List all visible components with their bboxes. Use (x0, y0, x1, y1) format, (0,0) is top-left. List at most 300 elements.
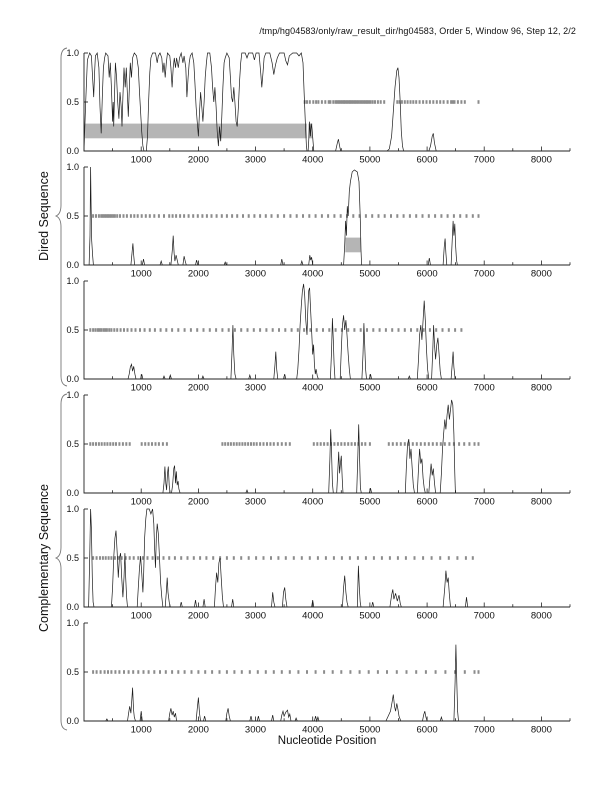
half-mark (98, 328, 100, 332)
half-mark (212, 556, 214, 560)
half-mark (233, 442, 235, 446)
half-mark (234, 328, 236, 332)
half-mark (283, 214, 285, 218)
half-mark (357, 100, 359, 104)
half-mark (454, 328, 456, 332)
half-mark (227, 442, 229, 446)
x-tick-label: 6000 (416, 382, 438, 394)
half-mark (285, 556, 287, 560)
half-mark (333, 214, 335, 218)
half-mark (168, 214, 170, 218)
half-mark (184, 328, 186, 332)
half-mark (410, 328, 412, 332)
half-mark (425, 670, 427, 674)
half-mark (120, 328, 122, 332)
half-mark (332, 100, 334, 104)
half-mark (472, 214, 474, 218)
half-mark (444, 442, 446, 446)
half-mark (110, 556, 112, 560)
half-mark (206, 214, 208, 218)
x-tick-label: 8000 (530, 610, 552, 622)
half-mark (215, 328, 217, 332)
x-tick-label: 6000 (416, 154, 438, 166)
half-mark (412, 100, 414, 104)
half-mark (400, 442, 402, 446)
half-mark (333, 442, 335, 446)
half-mark (149, 214, 151, 218)
half-mark (266, 442, 268, 446)
half-mark (106, 328, 108, 332)
half-mark (148, 670, 150, 674)
half-mark (340, 214, 342, 218)
half-mark (344, 442, 346, 446)
x-tick-label: 8000 (530, 154, 552, 166)
half-mark (349, 556, 351, 560)
half-mark (424, 442, 426, 446)
half-mark (104, 442, 106, 446)
half-mark (371, 214, 373, 218)
y-tick-label: 0.5 (66, 97, 79, 108)
half-mark (466, 214, 468, 218)
x-tick-label: 5000 (359, 610, 381, 622)
x-tick-label: 7000 (473, 496, 495, 508)
half-mark (233, 670, 235, 674)
y-tick-label: 0.5 (66, 439, 79, 450)
half-mark (269, 442, 271, 446)
half-mark (187, 556, 189, 560)
half-mark (386, 670, 388, 674)
half-mark (277, 556, 279, 560)
half-mark (313, 442, 315, 446)
half-mark (374, 100, 376, 104)
x-tick-label: 1000 (130, 496, 152, 508)
half-mark (247, 442, 249, 446)
half-mark (145, 214, 147, 218)
x-tick-label: 2000 (187, 382, 209, 394)
half-mark (447, 100, 449, 104)
half-mark (112, 214, 114, 218)
half-mark (415, 100, 417, 104)
half-mark (337, 442, 339, 446)
y-tick-label: 1.0 (66, 276, 79, 287)
half-mark (158, 214, 160, 218)
half-mark (153, 670, 155, 674)
half-mark (439, 556, 441, 560)
half-mark (465, 556, 467, 560)
half-mark (231, 214, 233, 218)
half-mark (341, 556, 343, 560)
y-tick-label: 0.0 (66, 602, 79, 613)
half-mark (108, 328, 110, 332)
half-mark (163, 556, 165, 560)
half-mark (118, 442, 120, 446)
half-mark (404, 328, 406, 332)
half-mark (317, 100, 319, 104)
half-mark (422, 214, 424, 218)
half-mark (377, 100, 379, 104)
half-mark (278, 328, 280, 332)
x-tick-label: 2000 (187, 496, 209, 508)
panel-4 (66, 390, 570, 507)
x-tick-label: 6000 (416, 268, 438, 280)
x-tick-label: 5000 (359, 268, 381, 280)
probability-curve (84, 400, 570, 493)
half-mark (273, 442, 275, 446)
x-tick-label: 3000 (244, 268, 267, 280)
half-mark (478, 442, 480, 446)
half-mark (244, 442, 246, 446)
half-mark (221, 328, 223, 332)
half-mark (209, 328, 211, 332)
half-mark (110, 214, 112, 218)
half-mark (110, 328, 112, 332)
half-mark (416, 442, 418, 446)
y-tick-label: 1.0 (66, 48, 79, 59)
half-mark (205, 556, 207, 560)
x-axis-title: Nucleotide Position (277, 735, 377, 747)
half-mark (396, 214, 398, 218)
half-mark (119, 214, 121, 218)
half-mark (472, 556, 474, 560)
y-tick-label: 0.5 (66, 211, 79, 222)
half-mark (293, 556, 295, 560)
half-mark (454, 100, 456, 104)
half-mark (183, 214, 185, 218)
half-mark (444, 670, 446, 674)
half-mark (203, 328, 205, 332)
half-mark (165, 328, 167, 332)
y-tick-label: 0.0 (66, 716, 79, 727)
x-tick-label: 5000 (359, 724, 381, 736)
y-tick-label: 0.5 (66, 667, 79, 678)
half-mark (259, 442, 261, 446)
half-mark (357, 556, 359, 560)
half-mark (436, 100, 438, 104)
half-mark (281, 670, 283, 674)
half-mark (188, 214, 190, 218)
half-mark (316, 328, 318, 332)
half-mark (474, 442, 476, 446)
half-mark (248, 556, 250, 560)
half-mark (112, 442, 114, 446)
half-mark (123, 214, 125, 218)
half-mark (347, 328, 349, 332)
y-tick-label: 0.5 (66, 325, 79, 336)
half-mark (329, 100, 331, 104)
y-tick-label: 1.0 (66, 618, 79, 629)
half-mark (127, 328, 129, 332)
half-mark (109, 442, 111, 446)
half-mark (277, 442, 279, 446)
half-mark (426, 100, 428, 104)
half-mark (474, 670, 476, 674)
half-mark (116, 214, 118, 218)
half-mark (378, 214, 380, 218)
x-tick-label: 6000 (416, 496, 438, 508)
y-tick-label: 0.0 (66, 374, 79, 385)
half-mark (95, 214, 97, 218)
half-mark (106, 442, 108, 446)
half-mark (370, 100, 372, 104)
half-mark (372, 328, 374, 332)
half-mark (107, 670, 109, 674)
y-tick-label: 0.0 (66, 260, 79, 271)
half-mark (128, 670, 130, 674)
half-mark (436, 442, 438, 446)
half-mark (289, 670, 291, 674)
half-mark (104, 670, 106, 674)
half-mark (180, 556, 182, 560)
half-mark (144, 442, 146, 446)
half-mark (99, 556, 101, 560)
half-mark (369, 442, 371, 446)
half-mark (221, 442, 223, 446)
half-mark (159, 670, 161, 674)
half-mark (100, 214, 102, 218)
half-mark (440, 442, 442, 446)
x-tick-label: 3000 (244, 154, 267, 166)
half-mark (197, 214, 199, 218)
half-mark (157, 556, 159, 560)
half-mark (175, 214, 177, 218)
probability-curve (84, 167, 570, 265)
half-mark (306, 100, 308, 104)
half-mark (92, 556, 94, 560)
half-mark (125, 442, 127, 446)
half-mark (289, 442, 291, 446)
half-mark (241, 442, 243, 446)
half-mark (320, 442, 322, 446)
half-mark (353, 328, 355, 332)
half-mark (478, 670, 480, 674)
half-mark (197, 670, 199, 674)
half-mark (368, 100, 370, 104)
half-mark (448, 442, 450, 446)
half-mark (323, 670, 325, 674)
half-mark (92, 442, 94, 446)
half-mark (373, 556, 375, 560)
half-mark (431, 556, 433, 560)
half-mark (263, 556, 265, 560)
x-tick-label: 6000 (416, 724, 438, 736)
half-mark (361, 442, 363, 446)
half-mark (253, 328, 255, 332)
x-tick-label: 7000 (473, 154, 495, 166)
half-mark (285, 442, 287, 446)
half-mark (196, 328, 198, 332)
half-mark (301, 556, 303, 560)
group-label-direct: Dired Sequence (37, 171, 51, 261)
half-mark (415, 214, 417, 218)
half-mark (152, 556, 154, 560)
x-tick-label: 4000 (302, 268, 324, 280)
x-tick-label: 6000 (416, 610, 438, 622)
half-mark (174, 556, 176, 560)
half-mark (458, 442, 460, 446)
half-mark (239, 442, 241, 446)
half-mark (114, 556, 116, 560)
half-mark (211, 214, 213, 218)
half-mark (98, 214, 100, 218)
half-mark (316, 442, 318, 446)
half-mark (142, 556, 144, 560)
group-label-complementary: Complementary Sequence (37, 484, 51, 632)
half-mark (296, 214, 298, 218)
half-mark (92, 328, 94, 332)
half-mark (429, 328, 431, 332)
half-mark (160, 328, 162, 332)
half-mark (401, 100, 403, 104)
x-tick-label: 5000 (359, 154, 381, 166)
half-mark (448, 328, 450, 332)
x-tick-label: 8000 (530, 496, 552, 508)
half-mark (384, 214, 386, 218)
half-mark (308, 214, 310, 218)
x-tick-label: 3000 (244, 382, 267, 394)
exon-bar (85, 124, 307, 139)
half-mark (256, 442, 258, 446)
half-mark (335, 328, 337, 332)
half-mark (155, 442, 157, 446)
x-tick-label: 1000 (130, 610, 152, 622)
half-mark (233, 556, 235, 560)
half-mark (272, 328, 274, 332)
half-mark (249, 670, 251, 674)
half-mark (456, 556, 458, 560)
half-mark (201, 214, 203, 218)
half-mark (317, 556, 319, 560)
half-mark (226, 670, 228, 674)
half-mark (133, 556, 135, 560)
half-mark (306, 670, 308, 674)
half-mark (391, 328, 393, 332)
half-mark (126, 214, 128, 218)
half-mark (428, 214, 430, 218)
half-mark (309, 328, 311, 332)
half-mark (428, 442, 430, 446)
half-mark (365, 556, 367, 560)
half-mark (240, 556, 242, 560)
half-mark (114, 670, 116, 674)
half-mark (133, 214, 135, 218)
half-mark (190, 328, 192, 332)
half-mark (383, 100, 385, 104)
panel-1 (66, 48, 570, 165)
x-tick-label: 7000 (473, 382, 495, 394)
half-mark (468, 442, 470, 446)
half-mark (100, 670, 102, 674)
panel-5 (66, 504, 570, 621)
half-mark (464, 100, 466, 104)
half-mark (333, 556, 335, 560)
x-tick-label: 5000 (359, 382, 381, 394)
half-mark (309, 100, 311, 104)
half-mark (265, 214, 267, 218)
probability-curve (84, 284, 570, 379)
half-mark (351, 442, 353, 446)
half-mark (137, 556, 139, 560)
half-mark (312, 100, 314, 104)
x-tick-label: 8000 (530, 268, 552, 280)
half-mark (368, 670, 370, 674)
half-mark (340, 670, 342, 674)
x-tick-label: 2000 (187, 610, 209, 622)
half-mark (284, 328, 286, 332)
half-mark (171, 328, 173, 332)
half-mark (250, 442, 252, 446)
half-mark (435, 670, 437, 674)
half-mark (204, 670, 206, 674)
half-mark (95, 442, 97, 446)
half-mark (277, 214, 279, 218)
half-mark (114, 214, 116, 218)
half-mark (459, 214, 461, 218)
half-mark (102, 328, 104, 332)
half-mark (151, 442, 153, 446)
half-mark (432, 442, 434, 446)
half-mark (366, 328, 368, 332)
half-mark (89, 442, 91, 446)
half-mark (230, 442, 232, 446)
half-mark (328, 328, 330, 332)
x-tick-label: 7000 (473, 724, 495, 736)
half-mark (478, 214, 480, 218)
half-mark (416, 328, 418, 332)
half-mark (168, 556, 170, 560)
half-mark (113, 328, 115, 332)
half-mark (241, 670, 243, 674)
half-mark (422, 100, 424, 104)
half-mark (137, 670, 139, 674)
half-mark (132, 670, 134, 674)
half-mark (98, 442, 100, 446)
half-mark (396, 670, 398, 674)
half-mark (247, 328, 249, 332)
half-mark (435, 328, 437, 332)
half-mark (221, 214, 223, 218)
half-mark (347, 442, 349, 446)
half-mark (448, 556, 450, 560)
half-mark (130, 214, 132, 218)
half-mark (439, 100, 441, 104)
half-mark (453, 214, 455, 218)
half-mark (158, 442, 160, 446)
axes (84, 167, 570, 265)
half-mark (324, 100, 326, 104)
half-mark (129, 556, 131, 560)
half-mark (379, 328, 381, 332)
half-mark (253, 214, 255, 218)
half-mark (270, 556, 272, 560)
half-mark (96, 556, 98, 560)
half-mark (419, 100, 421, 104)
panel-6 (66, 618, 570, 735)
half-mark (109, 214, 111, 218)
half-mark (440, 214, 442, 218)
half-mark (460, 328, 462, 332)
half-mark (154, 328, 156, 332)
half-mark (216, 214, 218, 218)
half-mark (327, 442, 329, 446)
half-mark (100, 328, 102, 332)
half-mark (228, 328, 230, 332)
plot-title: /tmp/hg04583/only/raw_result_dir/hg04583, Order 5, Window 96, Step 12, 2/2 (259, 26, 576, 36)
half-mark (447, 214, 449, 218)
half-mark (94, 328, 96, 332)
half-mark (255, 556, 257, 560)
half-mark (377, 670, 379, 674)
half-mark (398, 328, 400, 332)
